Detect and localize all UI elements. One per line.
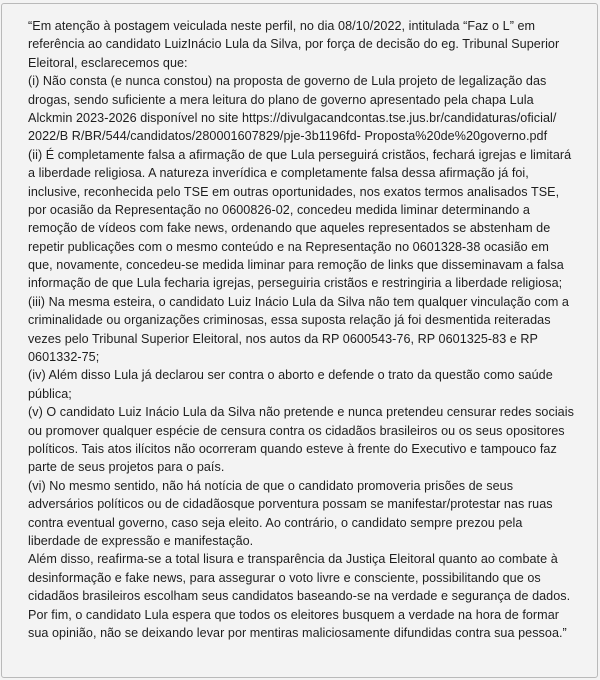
text-line: (i) Não consta (e nunca constou) na proposta de governo de Lula projeto de legalização das [28, 74, 547, 89]
text-line: criminalidade ou organizações criminosas, essa suposta relação já foi desmentida reiteradas [28, 313, 551, 328]
text-line: 0601332-75; [28, 350, 100, 365]
text-line: inclusive, reconhecida pelo TSE em outras oportunidades, nos exatos termos analisados TSE, [28, 184, 560, 199]
text-line: (iv) Além disso Lula já declarou ser contra o aborto e defende o trato da questão como saúde [28, 368, 553, 383]
text-line: drogas, sendo suficiente a mera leitura do plano de governo apresentado pela chapa Lula [28, 92, 534, 107]
text-line: 2022/B R/BR/544/candidatos/280001607829/pje-3b1196fd- Proposta%20de%20governo.pdf [28, 129, 548, 144]
text-line: liberdade de expressão e manifestação. [28, 533, 254, 548]
statement-text [28, 17, 583, 642]
text-line: a liberdade religiosa. A natureza inverídica e completamente falsa dessa afirmação já foi, [28, 166, 529, 181]
text-line: repetir publicações com o mesmo conteúdo e na Representação no 0601328-38 ocasião em [28, 239, 549, 254]
text-line: adversários políticos ou de cidadãosque porventura possam se manifestar/protestar nas ruas [28, 497, 553, 512]
text-line: Alckmin 2023-2026 disponível no site https://divulgacandcontas.tse.jus.br/candidaturas/oficial/ [28, 110, 557, 125]
text-line: pública; [28, 386, 72, 401]
text-line: Eleitoral, esclarecemos que: [28, 55, 188, 70]
text-line: cidadãos brasileiros escolham seus candidatos baseando-se na verdade e segurança de dados. [28, 589, 571, 604]
text-line: por ocasião da Representação no 0600826-02, concedeu medida liminar determinando a [28, 202, 530, 217]
text-line: Além disso, reafirma-se a total lisura e transparência da Justiça Eleitoral quanto ao combate à [28, 552, 558, 567]
text-line: “Em atenção à postagem veiculada neste perfil, no dia 08/10/2022, intitulada “Faz o L” em [28, 19, 536, 33]
text-line: remoção de vídeos com fake news, ordenando que aqueles representados se abstenham de [28, 221, 551, 236]
text-line: vezes pelo Tribunal Superior Eleitoral, nos autos da RP 0600543-76, RP 0601325-83 e RP [28, 331, 539, 346]
text-line: que, novamente, concedeu-se medida liminar para remoção de links que disseminavam a falsa [28, 258, 564, 273]
text-line: contra eventual governo, caso seja eleito. Ao contrário, o candidato sempre prezou pela [28, 515, 523, 530]
text-line: (ii) É completamente falsa a afirmação de que Lula perseguirá cristãos, fechará igrejas e limitará [28, 147, 572, 162]
text-line: parte de seus projetos para o país. [28, 460, 225, 475]
text-line: (iii) Na mesma esteira, o candidato Luiz Inácio Lula da Silva não tem qualquer vinculação com a [28, 294, 569, 309]
text-line: (vi) No mesmo sentido, não há notícia de que o candidato promoveria prisões de seus [28, 478, 514, 493]
text-line: referência ao candidato LuizInácio Lula da Silva, por força de decisão do eg. Tribunal Superior [28, 37, 560, 52]
text-line: Por fim, o candidato Lula espera que todos os eleitores busquem a verdade na hora de formar [28, 607, 560, 622]
text-line: informação de que Lula fecharia igrejas, perseguiria cristãos e restringiria a liberdade religiosa; [28, 276, 563, 291]
text-line: desinformação e fake news, para assegurar o voto livre e consciente, possibilitando que os [28, 570, 541, 585]
text-line: políticos. Tais atos ilícitos não ocorreram quando esteve à frente do Executivo e tampouco faz [28, 441, 557, 456]
text-line: ou promover qualquer espécie de censura contra os cidadãos brasileiros ou os seus opositores [28, 423, 565, 438]
text-line: (v) O candidato Luiz Inácio Lula da Silva não pretende e nunca pretendeu censurar redes sociais [28, 405, 574, 420]
text-line: sua opinião, não se deixando levar por mentiras maliciosamente difundidas contra sua pessoa.” [28, 625, 567, 640]
